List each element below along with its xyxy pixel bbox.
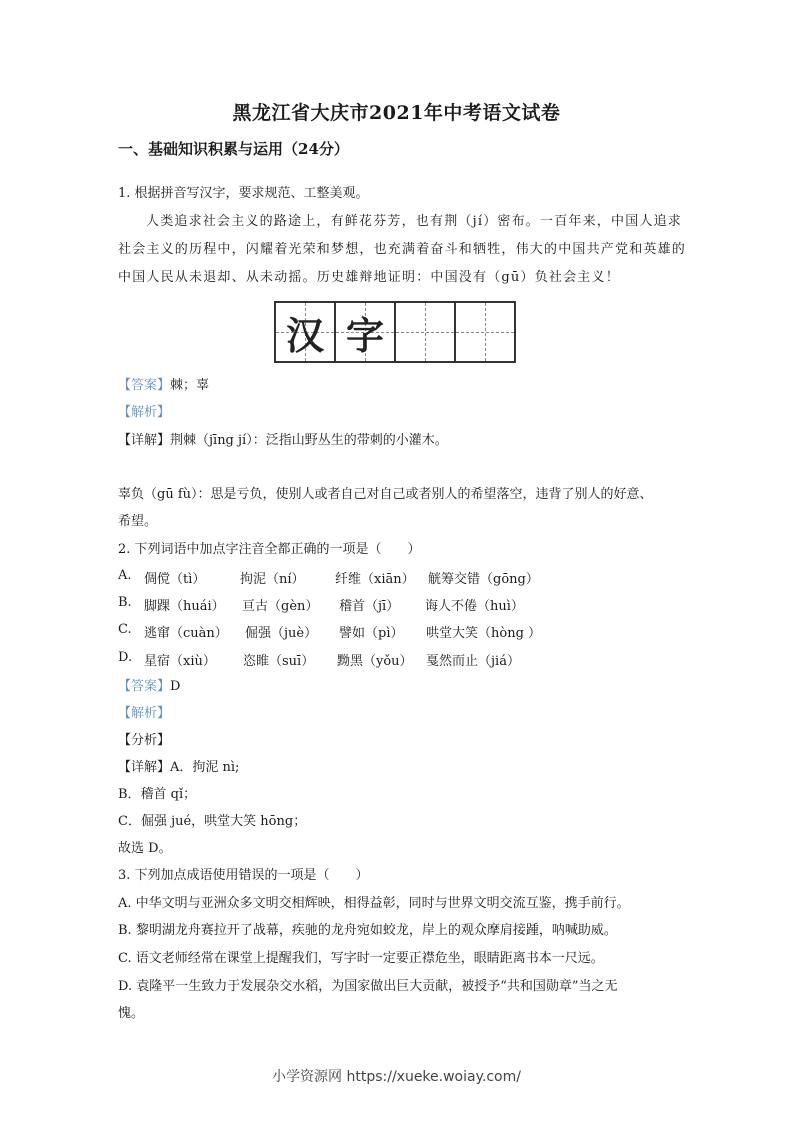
option-item: 恣睢（suī） [243, 654, 315, 669]
passage-line: 人类追求社会主义的路途上，有鲜花芬芳，也有荆（jí）密布。一百年来，中国人追求 [146, 214, 682, 229]
option-letter: A. [118, 568, 132, 583]
option-item: 黝黑（yǒu） [337, 654, 413, 669]
grid-cell [276, 303, 336, 361]
answer-value: D [170, 679, 181, 694]
answer-line [118, 678, 180, 696]
option-item: 诲人不倦（huì） [425, 599, 524, 614]
option-letter: C. [118, 622, 132, 637]
answer-label: 【答案】 [118, 679, 171, 694]
detail-line: 辜负（gū fù）：思是亏负，使别人或者自己对自己或者别人的希望落空，违背了别人的好意、 [118, 487, 653, 502]
grid-cell [336, 303, 396, 361]
option-item: 戛然而止（jiá） [426, 654, 520, 669]
detail-line: 【详解】A．拘泥 nì; [118, 760, 240, 775]
option-item: 哄堂大笑（hòng ） [426, 626, 542, 641]
option-item: 纤维（xiān） [335, 572, 415, 587]
fenxi-label: 【分析】 [118, 733, 171, 748]
analysis-label: 【解析】 [118, 405, 171, 420]
passage-line: 中国人民从未退却、从未动摇。历史雄辩地证明：中国没有（gū）负社会主义！ [118, 270, 620, 285]
option-item: 觥筹交错（gōng） [428, 572, 539, 587]
question-2-prompt: 2. 下列词语中加点字注音全都正确的一项是（ ） [118, 542, 421, 557]
grid-cell [456, 303, 516, 361]
grid-cell [396, 303, 456, 361]
analysis-label: 【解析】 [118, 706, 171, 721]
option-d: D. 袁隆平一生致力于发展杂交水稻，为国家做出巨大贡献，被授予“共和国勋章”当之无 [118, 979, 618, 994]
option-c: C. 语文老师经常在课堂上提醒我们，写字时一定要正襟危坐，眼睛距离书本一尺远。 [118, 951, 604, 966]
option-b: B. 黎明湖龙舟赛拉开了战幕，疾驰的龙舟宛如蛟龙，岸上的观众摩肩接踵，呐喊助威。 [118, 923, 617, 938]
page-title: 黑龙江省大庆市2021年中考语文试卷 [232, 102, 561, 124]
option-d-continued: 愧。 [118, 1006, 145, 1021]
footer-watermark: 小学资源网 https://xueke.woiay.com/ [272, 1069, 521, 1085]
detail-line: 希望。 [118, 514, 158, 529]
section-heading: 一、基础知识积累与运用（24分） [118, 140, 349, 158]
detail-line: 故选 D。 [118, 841, 172, 856]
option-letter: D. [118, 650, 133, 665]
option-item: 倜傥（tì） [144, 572, 206, 587]
question-1-prompt: 1. 根据拼音写汉字，要求规范、工整美观。 [118, 186, 369, 201]
grid-char: 字 [345, 312, 384, 358]
option-item: 亘古（gèn） [242, 599, 319, 614]
detail-line: 【详解】荆棘（jīng jí）：泛指山野丛生的带刺的小灌木。 [118, 433, 448, 448]
grid-char: 汉 [285, 312, 324, 358]
option-item: 拘泥（ní） [240, 572, 305, 587]
passage-line: 社会主义的历程中，闪耀着光荣和梦想，也充满着奋斗和牺牲，伟大的中国共产党和英雄的 [118, 242, 687, 257]
option-item: 譬如（pì） [339, 626, 404, 641]
option-item: 稽首（jī） [339, 599, 400, 614]
option-letter: B. [118, 595, 132, 610]
question-3-prompt: 3. 下列加点成语使用错误的一项是（ ） [118, 868, 369, 883]
answer-value: 棘；辜 [170, 378, 210, 393]
option-item: 倔强（juè） [245, 626, 318, 641]
detail-line: B．稽首 qǐ； [118, 787, 197, 802]
option-a: A. 中华文明与亚洲众多文明交相辉映，相得益彰，同时与世界文明交流互鉴，携手前行。 [118, 896, 630, 911]
detail-line: C．倔强 jué，哄堂大笑 hōng； [118, 814, 307, 829]
option-item: 脚踝（huái） [144, 599, 225, 614]
option-item: 逃窜（cuàn） [144, 626, 228, 641]
answer-line [118, 377, 209, 395]
writing-grid [274, 301, 516, 363]
answer-label: 【答案】 [118, 378, 171, 393]
option-item: 星宿（xiù） [144, 654, 216, 669]
